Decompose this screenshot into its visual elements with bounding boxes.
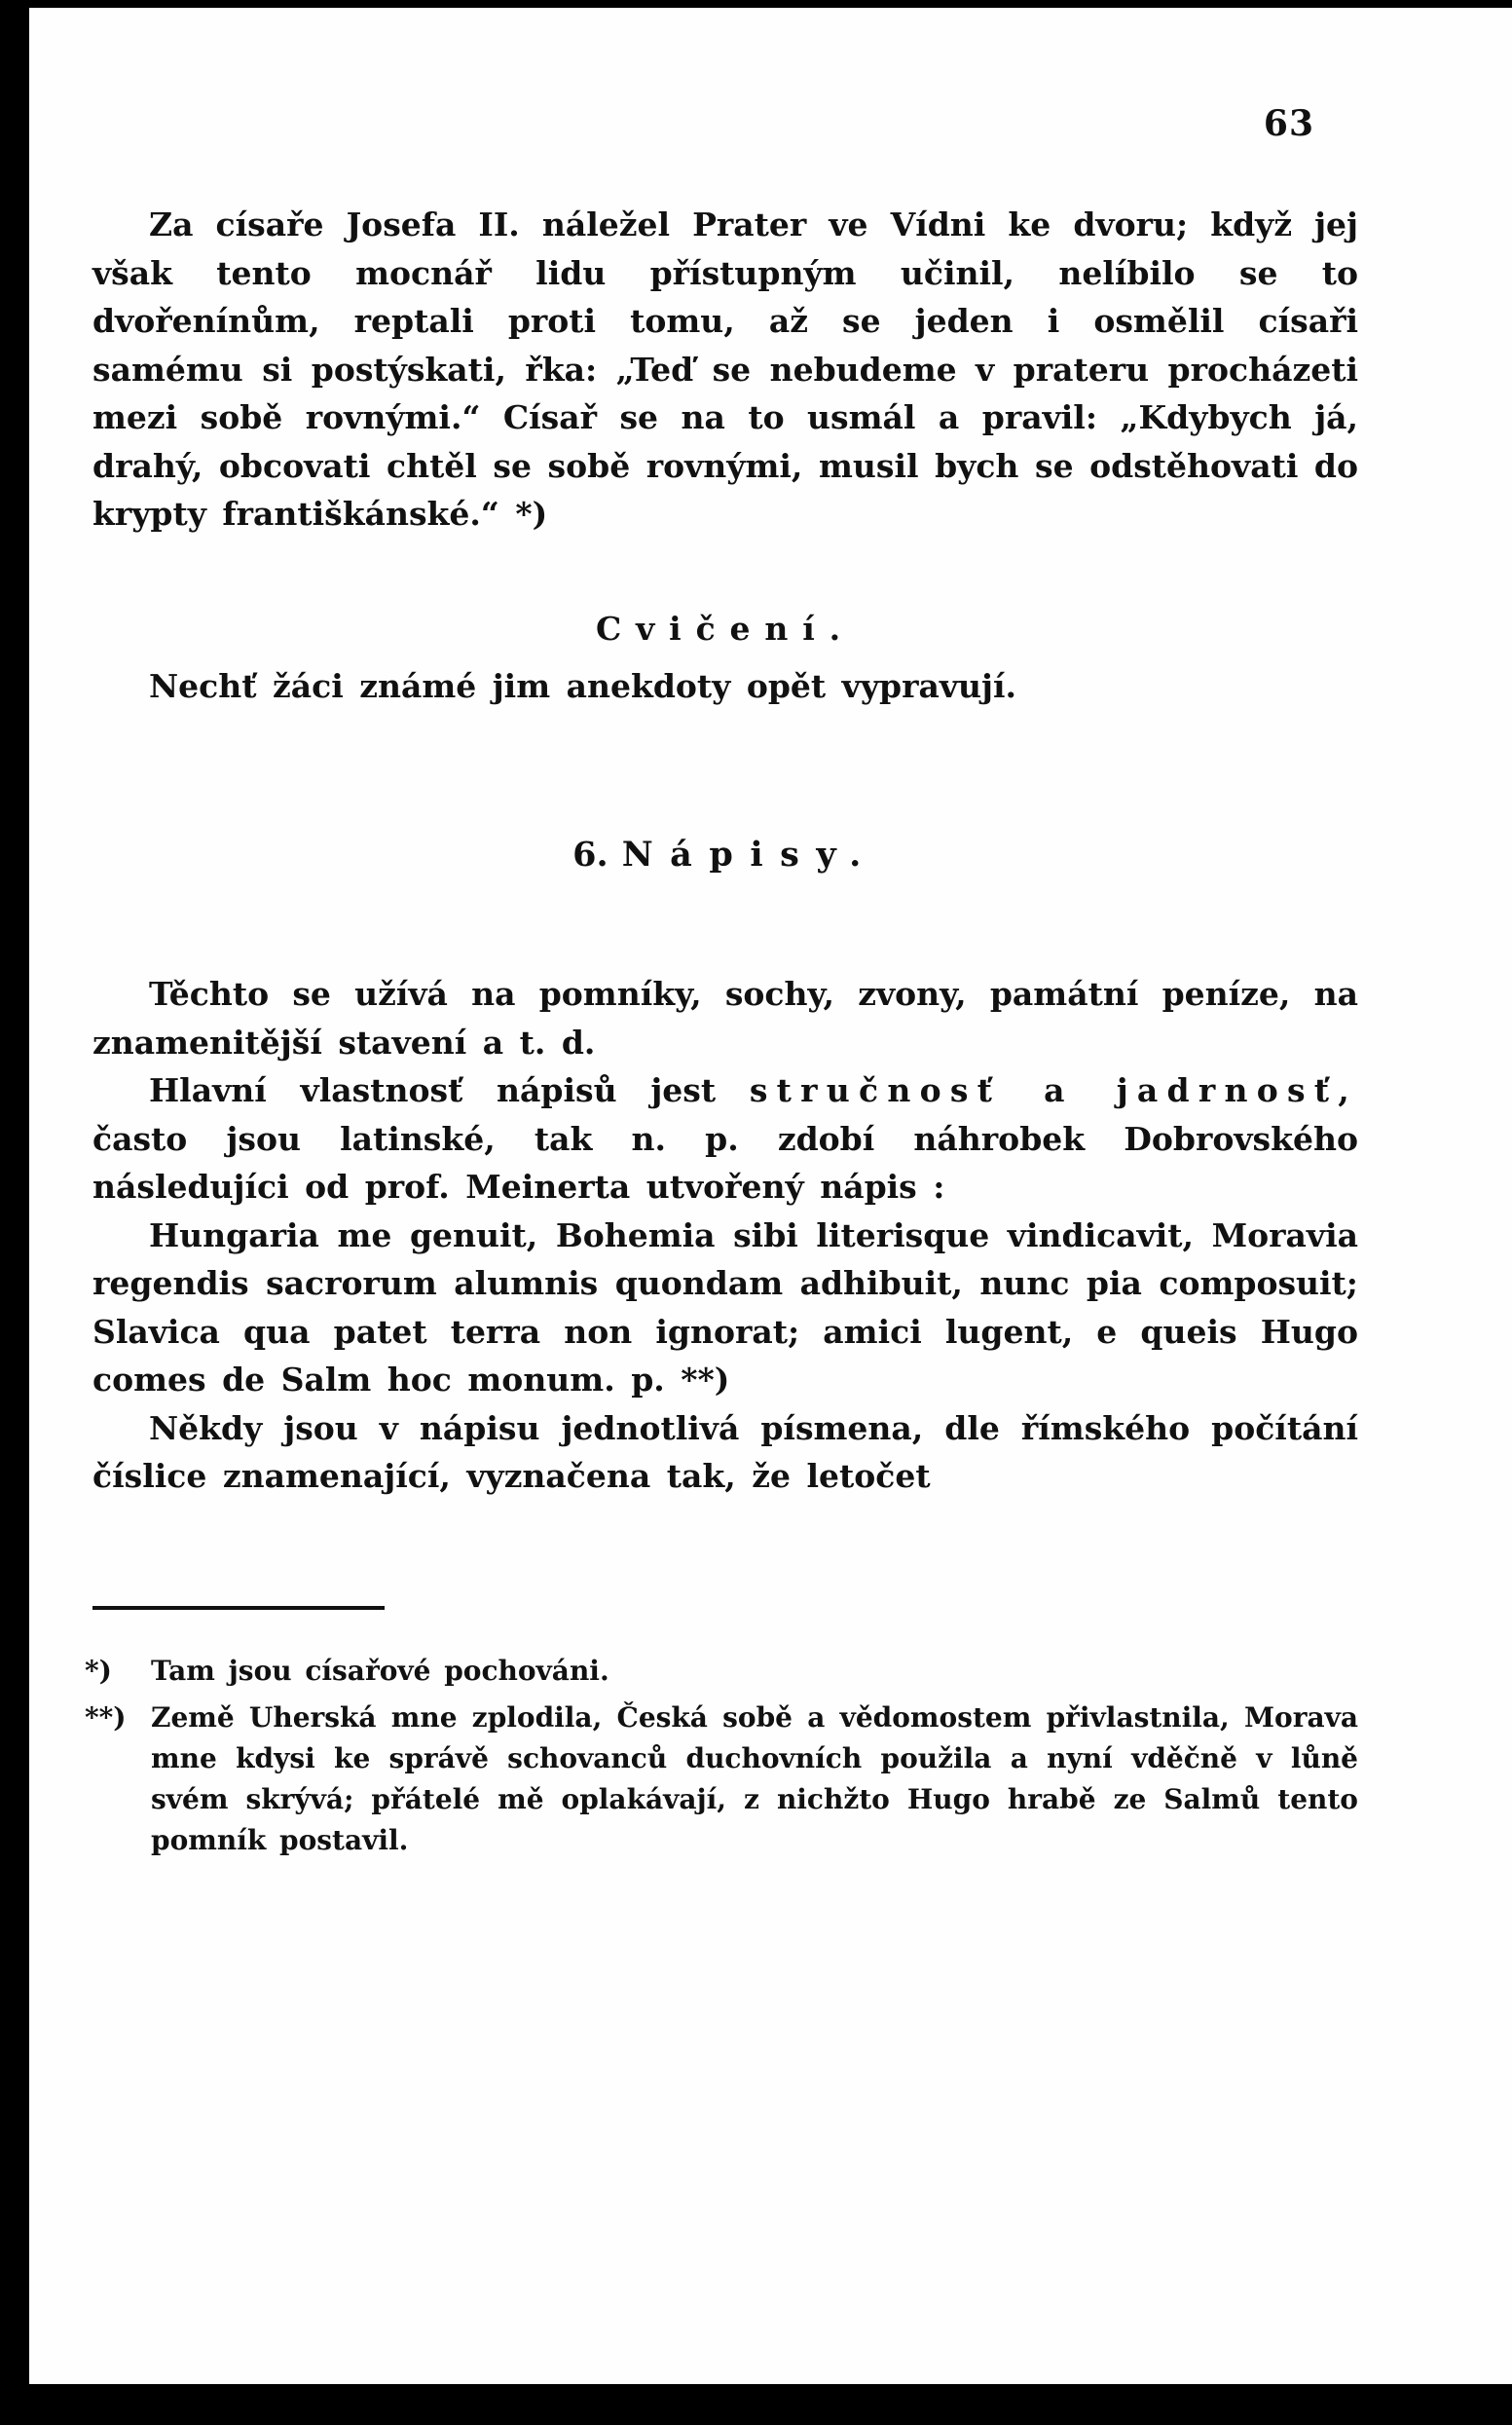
emphasized-term: stručnosť a jadrnosť, bbox=[749, 1071, 1358, 1109]
scan-border-left bbox=[0, 0, 29, 2425]
footnote-section bbox=[85, 1651, 1358, 1861]
latin-inscription-paragraph: Hungaria me genuit, Bohemia sibi literisque vindicavit, Moravia regendis sacrorum alumnis quondam adhibuit, nunc pia composuit; Slavica qua patet terra non ignorat; amici lugent, e queis Hugo comes de Salm hoc monum. p. **) bbox=[92, 1215, 1358, 1399]
section-number: 6. bbox=[572, 834, 608, 875]
exercise-heading: Cvičení. bbox=[596, 609, 855, 648]
page-number: 63 bbox=[1263, 103, 1314, 144]
page-content bbox=[85, 97, 1358, 1867]
exercise-text: Nechť žáci známé jim anekdoty opět vypravují. bbox=[149, 667, 1016, 705]
footnote-2-text: Země Uherská mne zplodila, Česká sobě a vědomostem přivlastnila, Morava mne kdysi ke správě schovanců duchovních použila a nyní vděčně v lůně svém skrývá; přátelé mě oplakávají, z nichžto Hugo hrabě ze Salmů tento pomník postavil. bbox=[151, 1700, 1358, 1856]
section-heading bbox=[92, 830, 1358, 881]
footnote-1-text: Tam jsou císařové pochováni. bbox=[151, 1654, 609, 1687]
footnote-2-marker: **) bbox=[85, 1700, 127, 1734]
paragraph-inscription-qualities bbox=[92, 1066, 1358, 1212]
paragraph-tail-text: často jsou latinské, tak n. p. zdobí náhrobek Dobrovského následujíci od prof. Meinerta utvořený nápis : bbox=[92, 1119, 1358, 1206]
scan-border-top bbox=[0, 0, 1512, 8]
footnote-1-marker: *) bbox=[85, 1654, 112, 1687]
paragraph-monuments: Těchto se užívá na pomníky, sochy, zvony, památní peníze, na znamenitější stavení a t. d. bbox=[92, 975, 1358, 1062]
paragraph-lead-text: Hlavní vlastnosť nápisů jest bbox=[149, 1071, 750, 1109]
paragraph-roman-numerals: Někdy jsou v nápisu jednotlivá písmena, dle římského počítání číslice znamenající, vyznačena tak, že letočet bbox=[92, 1408, 1358, 1495]
footnote-divider bbox=[92, 1606, 385, 1610]
scan-border-bottom bbox=[0, 2384, 1512, 2425]
section-title: Nápisy. bbox=[621, 834, 878, 875]
footnote-1 bbox=[85, 1651, 1358, 1692]
intro-paragraph: Za císaře Josefa II. náležel Prater ve Vídni ke dvoru; když jej však tento mocnář lidu přístupným učinil, nelíbilo se to dvořenínům, reptali proti tomu, až se jeden i osmělil císaři samému si postýskati, řka: „Teď se nebudeme v prateru procházeti mezi sobě rovnými.“ Císař se na to usmál a pravil: „Kdybych já, drahý, obcovati chtěl se sobě rovnými, musil bych se odstěhovati do krypty františkánské.“ *) bbox=[92, 205, 1358, 533]
footnote-2 bbox=[85, 1698, 1358, 1861]
